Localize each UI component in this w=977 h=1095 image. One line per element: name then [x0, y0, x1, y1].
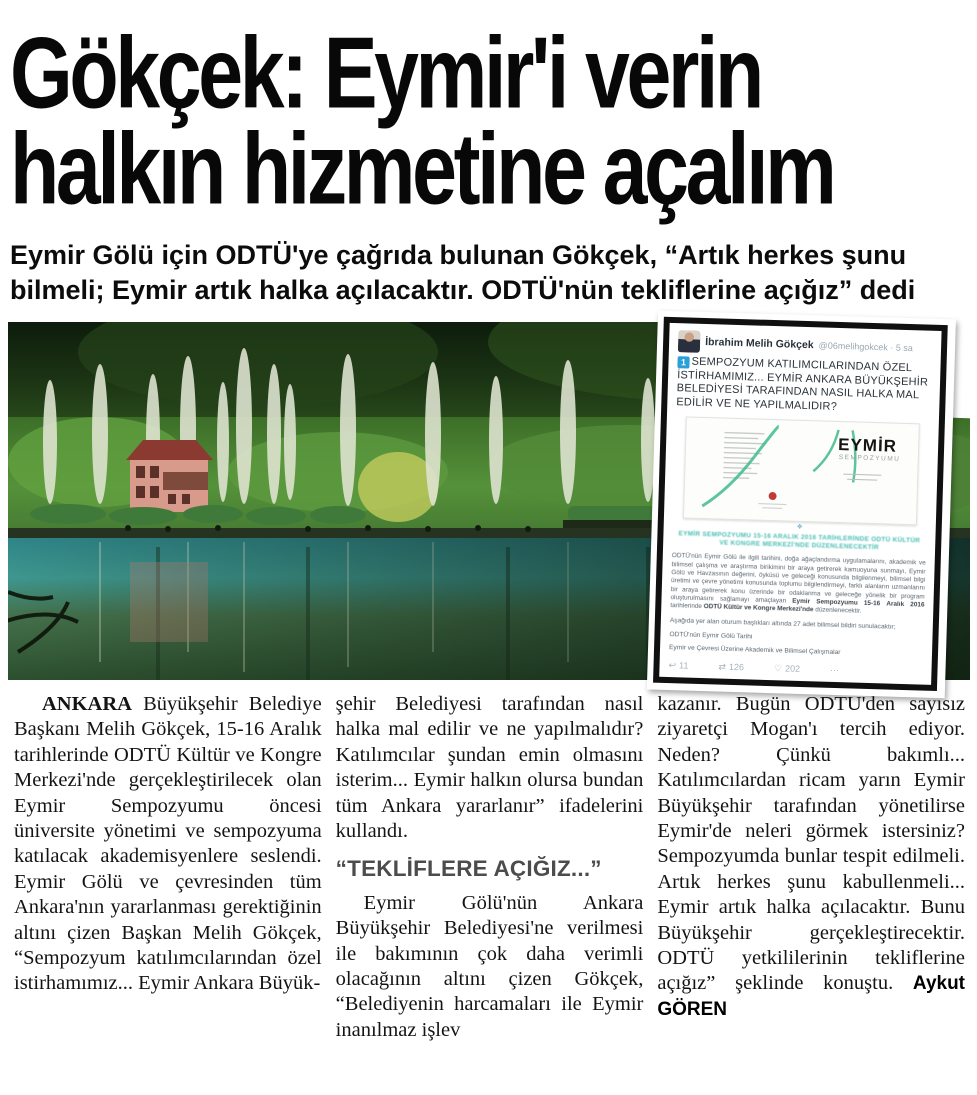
tweet-author-handle: @06melihgokcek · 5 sa: [818, 340, 913, 354]
tweet-body-text2: tarihlerinde: [670, 602, 704, 611]
column3-text: kazanır. Bugün ODTÜ'den sayısız ziyaretçi Mogan'ı tercih ediyor. Neden? Çünkü bakımlı... Katılımcılardan ricam yarın Eymir Büyükşehir tarafından yönetilirse Eymir'de neleri görmek istersiniz? Sempozyumda bunlar tespit edilmeli. Artık herkes şunu kabullenmeli... Eymir artık halka açılacaktır. Bunu Büyükşehir gerçekleştirecektir. ODTÜ yetkililerinin tekliflerine açığız” şeklinde konuştu.: [657, 693, 966, 995]
tweet-text: [676, 355, 932, 417]
reply-icon: ↩: [668, 660, 677, 671]
tweet-body-paragraph: [670, 552, 926, 618]
tweet-session-list: [669, 618, 924, 661]
like-icon: ♡: [773, 663, 783, 674]
byline: Aykut GÖREN: [657, 973, 966, 1020]
headline-line-1: Gökçek: Eymir'i verin: [10, 17, 761, 130]
article-body: [14, 692, 965, 1043]
poster-small-logo: ❖: [796, 524, 803, 532]
tweet-card: [653, 317, 948, 691]
article-subhead: [10, 238, 967, 308]
column3-paragraph: [657, 692, 965, 1022]
tweet-list-intro: Aşağıda yer alan oturum başlıkları altında 27 adet bilimsel bildiri sunulacaktır;: [669, 617, 896, 632]
tweet-text-content: SEMPOZYUM KATILIMCILARINDAN ÖZEL İSTİRHAMIMIZ... EYMİR ANKARA BÜYÜKŞEHİR BELEDİYESİ TARAFINDAN NASIL HALKA MAL EDİLİR VE NE YAPILMALIDIR?: [676, 355, 929, 413]
tweet-footer: [668, 660, 922, 679]
photo-count-badge: 1: [677, 356, 689, 368]
more-icon: ···: [829, 665, 840, 676]
column1-text: Büyükşehir Belediye Başkanı Melih Gökçek, 15-16 Aralık tarihlerinde ODTÜ Kültür ve Kongre Merkezi'nde gerçekleştirilecek olan Eymir Sempozyumu öncesi üniversite yönetimi ve sempozyuma katılacak akademisyenlere seslendi. Eymir Gölü ve çevresinden tüm Ankara'nın yararlanması gerektiğinin altını çizen Başkan Melih Gökçek, “Sempozyum katılımcılarından özel istirhamımız... Eymir Ankara Büyük-: [14, 693, 322, 995]
avatar: [678, 330, 701, 353]
headline-line-2: halkın hizmetine açalım: [10, 113, 834, 226]
tweet-list-item-2: Eymir ve Çevresi Üzerine Akademik ve Bilimsel Çalışmalar: [668, 644, 841, 657]
subhead-line-1: Eymir Gölü için ODTÜ'ye çağrıda bulunan Gökçek, “Artık herkes şunu: [10, 240, 907, 270]
column2-paragraph-2: Eymir Gölü'nün Ankara Büyükşehir Belediyesi'ne verilmesi ile bakımının çok daha verimli olacağının altını çizen Gökçek, “Belediyenin harcamaları ile Eymir inanılmaz işlev: [335, 891, 644, 1041]
tweet-author-name: İbrahim Melih Gökçek: [704, 335, 814, 352]
body-column-3: [657, 692, 965, 1043]
column1-paragraph: [14, 692, 322, 997]
symposium-poster-image: [683, 417, 920, 526]
dateline: ANKARA: [42, 693, 132, 715]
tweet-body-bold-date: Eymir Sempozyumu 15-16: [792, 597, 881, 608]
column2-paragraph-1: şehir Belediyesi tarafından nasıl halka mal edilir ve ne yapılmalıdır? Katılımcılar şundan emin olmasını isterim... Eymir halkın olursa bundan tüm Ankara yararlanır” ifadelerini kullandı.: [335, 693, 644, 843]
poster-subtitle: SEMPOZYUMU: [838, 454, 901, 464]
tweet-body-text: ODTÜ'nün Eymir Gölü ile ilgili tarihini, doğa ağaçlandırma uygulamalarını, akademik ve bilimsel çalışma ve araştırma birikimini bir araya getirerek kamuoyuna sunmayı, Eymir Gölü ve Havzasının değerini, öyküsü ve geleceği konusunda bilgilenmeyi, bilimsel bilgi üretimi ve çevre yönetimi konusunda toplumu bilgilendirmeyi, farklı alanların uzmanlarını bir araya getirerek konu üzerinde bir odaklanma ve geleceğe yönelik bir program oluşturulmasını sağlamayı amaçlayan: [670, 552, 926, 605]
tweet-header: [678, 330, 933, 360]
tweet-body-text3: düzenlenecektir.: [813, 606, 862, 615]
body-column-1: [14, 692, 322, 1043]
tweet-body-bold-date2: Aralık 2016: [886, 600, 925, 609]
body-column-2: [336, 692, 644, 1043]
article-headline: [10, 17, 967, 226]
like-count: 202: [784, 663, 801, 675]
tweet-clipping: [647, 311, 956, 699]
section-heading: “TEKLİFLERE AÇIĞIZ...”: [335, 856, 602, 882]
retweet-count: 126: [728, 662, 745, 673]
retweet-icon: ⇄: [718, 661, 727, 672]
lake-photo-region: [8, 322, 970, 680]
reply-count: 11: [678, 660, 689, 672]
poster-title: EYMİR: [837, 435, 898, 457]
subhead-line-2: bilmeli; Eymir artık halka açılacaktır. ODTÜ'nün tekliflerine açığız” dedi: [10, 275, 916, 305]
tweet-body-bold-venue: ODTÜ Kültür ve Kongre Merkezi'nde: [703, 603, 814, 614]
tweet-link-caption: EYMİR SEMPOZYUMU 15-16 ARALIK 2016 TARİHLERİNDE ODTÜ KÜLTÜR VE KONGRE MERKEZİ'NDE DÜZENLENECEKTİR: [678, 530, 921, 552]
tweet-list-item-1: ODTÜ'nün Eymir Gölü Tarihi: [669, 631, 753, 641]
